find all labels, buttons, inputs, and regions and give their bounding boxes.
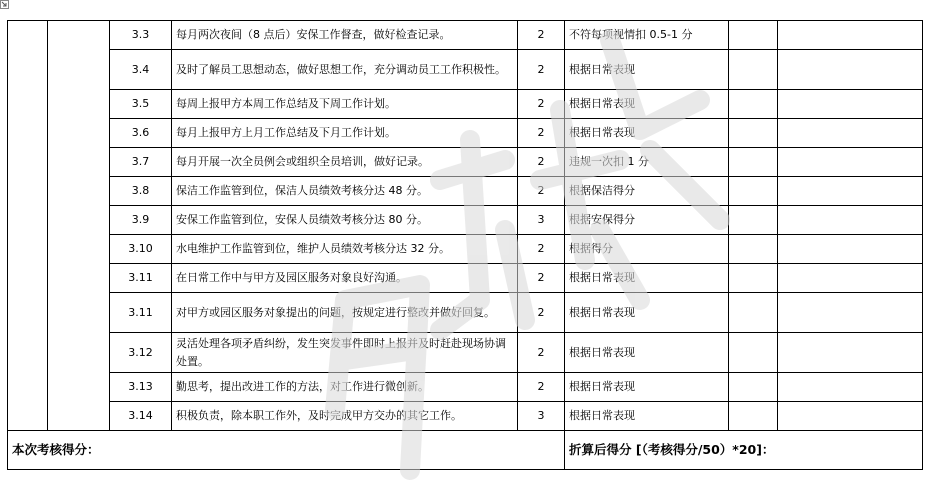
score-entry-cell bbox=[729, 264, 778, 293]
score-entry-cell bbox=[729, 177, 778, 206]
item-rule-cell: 违规一次扣 1 分 bbox=[565, 148, 729, 177]
item-number-cell: 3.4 bbox=[110, 50, 172, 90]
score-entry-cell bbox=[729, 148, 778, 177]
item-number-cell: 3.3 bbox=[110, 21, 172, 50]
item-number-cell: 3.14 bbox=[110, 402, 172, 431]
item-content-cell: 在日常工作中与甲方及园区服务对象良好沟通。 bbox=[172, 264, 518, 293]
item-points-cell: 2 bbox=[518, 177, 565, 206]
score-entry-cell bbox=[729, 50, 778, 90]
item-points-cell: 2 bbox=[518, 50, 565, 90]
item-content-cell: 保洁工作监管到位，保洁人员绩效考核分达 48 分。 bbox=[172, 177, 518, 206]
remark-cell bbox=[778, 293, 923, 333]
remark-cell bbox=[778, 235, 923, 264]
blank-category-cell bbox=[8, 21, 48, 431]
item-number-cell: 3.11 bbox=[110, 264, 172, 293]
item-content-cell: 灵活处理各项矛盾纠纷，发生突发事件即时上报并及时赶赴现场协调处置。 bbox=[172, 333, 518, 373]
blank-subcategory-cell bbox=[48, 21, 110, 431]
item-number-cell: 3.10 bbox=[110, 235, 172, 264]
remark-cell bbox=[778, 333, 923, 373]
item-rule-cell: 根据日常表现 bbox=[565, 293, 729, 333]
item-rule-cell: 根据保洁得分 bbox=[565, 177, 729, 206]
item-rule-cell: 根据日常表现 bbox=[565, 90, 729, 119]
table-body bbox=[8, 21, 923, 431]
remark-cell bbox=[778, 373, 923, 402]
item-rule-cell: 根据日常表现 bbox=[565, 333, 729, 373]
score-entry-cell bbox=[729, 21, 778, 50]
table-row bbox=[8, 148, 923, 177]
table-row bbox=[8, 293, 923, 333]
score-entry-cell bbox=[729, 90, 778, 119]
item-points-cell: 3 bbox=[518, 402, 565, 431]
item-points-cell: 2 bbox=[518, 333, 565, 373]
item-points-cell: 3 bbox=[518, 206, 565, 235]
item-points-cell: 2 bbox=[518, 90, 565, 119]
item-number-cell: 3.6 bbox=[110, 119, 172, 148]
item-points-cell: 2 bbox=[518, 21, 565, 50]
table-row bbox=[8, 206, 923, 235]
remark-cell bbox=[778, 21, 923, 50]
table-row bbox=[8, 90, 923, 119]
score-entry-cell bbox=[729, 293, 778, 333]
item-rule-cell: 根据得分 bbox=[565, 235, 729, 264]
item-number-cell: 3.5 bbox=[110, 90, 172, 119]
corner-marker-icon bbox=[0, 0, 9, 9]
item-content-cell: 安保工作监管到位，安保人员绩效考核分达 80 分。 bbox=[172, 206, 518, 235]
item-number-cell: 3.8 bbox=[110, 177, 172, 206]
table-row bbox=[8, 119, 923, 148]
item-number-cell: 3.13 bbox=[110, 373, 172, 402]
total-score-label: 本次考核得分： bbox=[12, 442, 100, 457]
item-number-cell: 3.12 bbox=[110, 333, 172, 373]
item-content-cell: 积极负责，除本职工作外，及时完成甲方交办的其它工作。 bbox=[172, 402, 518, 431]
table-row bbox=[8, 264, 923, 293]
remark-cell bbox=[778, 402, 923, 431]
remark-cell bbox=[778, 119, 923, 148]
table-row bbox=[8, 373, 923, 402]
item-points-cell: 2 bbox=[518, 235, 565, 264]
table-row bbox=[8, 235, 923, 264]
item-points-cell: 2 bbox=[518, 373, 565, 402]
assessment-table bbox=[7, 20, 923, 470]
item-number-cell: 3.7 bbox=[110, 148, 172, 177]
item-content-cell: 及时了解员工思想动态，做好思想工作，充分调动员工工作积极性。 bbox=[172, 50, 518, 90]
item-content-cell: 每周上报甲方本周工作总结及下周工作计划。 bbox=[172, 90, 518, 119]
score-entry-cell bbox=[729, 235, 778, 264]
remark-cell bbox=[778, 206, 923, 235]
item-points-cell: 2 bbox=[518, 119, 565, 148]
item-content-cell: 对甲方或园区服务对象提出的问题，按规定进行整改并做好回复。 bbox=[172, 293, 518, 333]
remark-cell bbox=[778, 90, 923, 119]
remark-cell bbox=[778, 148, 923, 177]
converted-score-label: 折算后得分 [（考核得分/50）*20]： bbox=[569, 442, 775, 457]
score-entry-cell bbox=[729, 402, 778, 431]
item-content-cell: 每月两次夜间（8 点后）安保工作督查，做好检查记录。 bbox=[172, 21, 518, 50]
table-row bbox=[8, 402, 923, 431]
score-entry-cell bbox=[729, 333, 778, 373]
score-entry-cell bbox=[729, 119, 778, 148]
remark-cell bbox=[778, 264, 923, 293]
item-rule-cell: 根据日常表现 bbox=[565, 50, 729, 90]
table-row bbox=[8, 333, 923, 373]
item-content-cell: 水电维护工作监管到位，维护人员绩效考核分达 32 分。 bbox=[172, 235, 518, 264]
converted-score-cell bbox=[565, 431, 923, 470]
table-row bbox=[8, 177, 923, 206]
total-score-cell bbox=[8, 431, 565, 470]
item-number-cell: 3.11 bbox=[110, 293, 172, 333]
item-rule-cell: 根据日常表现 bbox=[565, 264, 729, 293]
score-entry-cell bbox=[729, 206, 778, 235]
item-rule-cell: 根据日常表现 bbox=[565, 119, 729, 148]
item-number-cell: 3.9 bbox=[110, 206, 172, 235]
remark-cell bbox=[778, 50, 923, 90]
item-points-cell: 2 bbox=[518, 264, 565, 293]
table-row bbox=[8, 50, 923, 90]
item-content-cell: 勤思考，提出改进工作的方法，对工作进行微创新。 bbox=[172, 373, 518, 402]
item-rule-cell: 根据日常表现 bbox=[565, 402, 729, 431]
table-row bbox=[8, 21, 923, 50]
item-rule-cell: 根据日常表现 bbox=[565, 373, 729, 402]
item-points-cell: 2 bbox=[518, 148, 565, 177]
item-content-cell: 每月开展一次全员例会或组织全员培训，做好记录。 bbox=[172, 148, 518, 177]
item-rule-cell: 不符每项视情扣 0.5-1 分 bbox=[565, 21, 729, 50]
item-points-cell: 2 bbox=[518, 293, 565, 333]
item-rule-cell: 根据安保得分 bbox=[565, 206, 729, 235]
score-entry-cell bbox=[729, 373, 778, 402]
item-content-cell: 每月上报甲方上月工作总结及下月工作计划。 bbox=[172, 119, 518, 148]
remark-cell bbox=[778, 177, 923, 206]
summary-row bbox=[8, 431, 923, 470]
